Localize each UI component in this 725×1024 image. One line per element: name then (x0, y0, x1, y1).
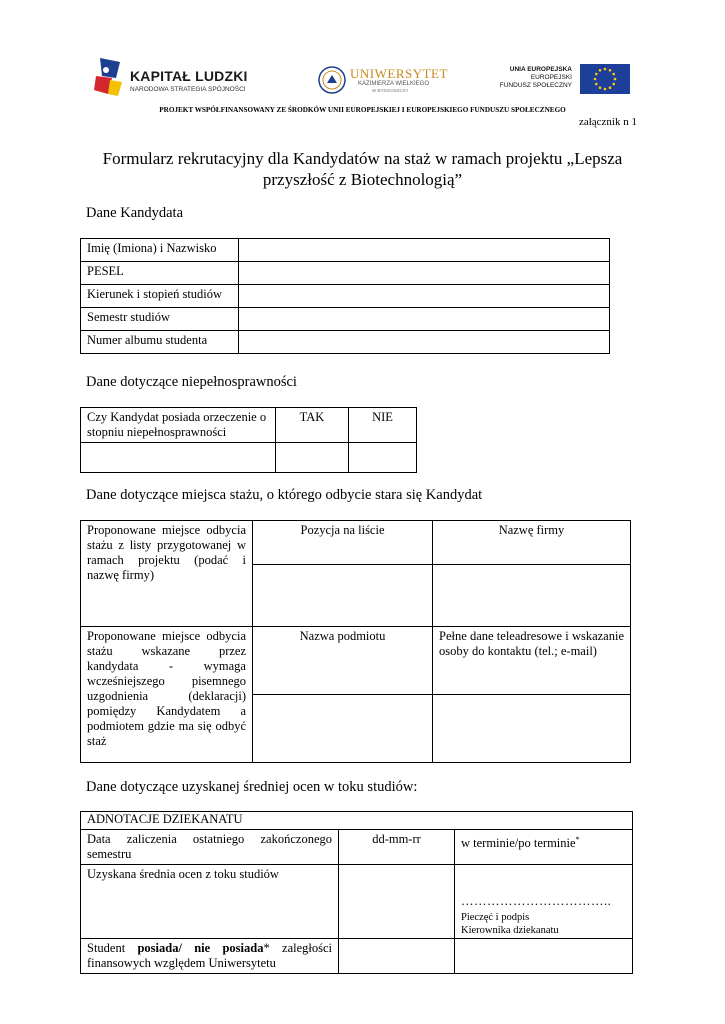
arrears-field[interactable] (339, 939, 455, 974)
eu-logo (500, 64, 630, 94)
arrears-suffix: * zaległości finansowych względem Uniwersytetu (87, 941, 332, 970)
ukw-subtitle-2: W BYDGOSZCZY (372, 88, 409, 93)
kapital-ludzki-title: KAPITAŁ LUDZKI (130, 68, 248, 84)
stamp-label-1: Pieczęć i podpis (461, 912, 530, 923)
kapital-ludzki-emblem-icon (92, 56, 124, 100)
candidate-name-field[interactable] (239, 239, 610, 262)
table-row (81, 627, 631, 695)
contact-details-field[interactable] (433, 695, 631, 763)
eu-line-3: FUNDUSZ SPOŁECZNY (499, 82, 572, 89)
eu-line-2: EUROPEJSKI (530, 74, 572, 81)
candidate-table (80, 238, 610, 354)
deadline-status-cell[interactable] (455, 830, 633, 865)
table-row (81, 830, 633, 865)
footnote-mark: * (575, 835, 580, 844)
internship-custom-label: Proponowane miejsce odbycia stażu wskazane przez kandydata - wymaga wcześniejszego pisemnego uzgodnienia (deklaracji) pomiędzy Kandydatem a podmiotem gdzie ma się odbyć staż (81, 627, 253, 763)
signature-dots: …………………………….. (461, 894, 612, 908)
internship-table (80, 520, 631, 763)
financial-arrears-label (81, 939, 339, 974)
entity-name-field[interactable] (253, 695, 433, 763)
grades-heading: Dane dotyczące uzyskanej średniej ocen w toku studiów: (86, 779, 418, 795)
table-row (81, 443, 417, 473)
company-name-header: Nazwę firmy (433, 521, 631, 565)
disability-no-header: NIE (349, 408, 417, 443)
disability-no-field[interactable] (349, 443, 417, 473)
grades-table (80, 811, 633, 974)
ukw-logo (318, 64, 448, 96)
table-row (81, 939, 633, 974)
field-of-study-field[interactable] (239, 285, 610, 308)
disability-yes-header: TAK (276, 408, 349, 443)
table-row (81, 239, 610, 262)
table-row (81, 285, 610, 308)
table-row (81, 331, 610, 354)
dean-office-header: ADNOTACJE DZIEKANATU (81, 812, 633, 830)
eu-text (500, 66, 572, 90)
disability-empty-cell (81, 443, 276, 473)
annex-label: załącznik n 1 (578, 116, 637, 128)
ukw-subtitle: KAZIMIERZA WIELKIEGO (358, 81, 430, 87)
candidate-label: Semestr studiów (81, 308, 239, 331)
eu-line-1: UNIA EUROPEJSKA (509, 66, 572, 73)
arrears-bold: posiada/ nie posiada (137, 941, 264, 955)
kapital-ludzki-logo (92, 56, 252, 100)
project-cofinancing-line: PROJEKT WSPÓŁFINANSOWANY ZE ŚRODKÓW UNII EUROPEJSKIEJ I EUROPEJSKIEGO FUNDUSZU SPOŁECZNEGO (159, 106, 566, 114)
candidate-label: Imię (Imiona) i Nazwisko (81, 239, 239, 262)
internship-list-label: Proponowane miejsce odbycia stażu z listy przygotowanej w ramach projektu (podać i nazwę firmy) (81, 521, 253, 627)
kapital-ludzki-subtitle: NARODOWA STRATEGIA SPÓJNOŚCI (130, 86, 246, 93)
candidate-label: Numer albumu studenta (81, 331, 239, 354)
deadline-status: w terminie/po terminie (461, 836, 576, 851)
table-row (81, 865, 633, 939)
candidate-label: PESEL (81, 262, 239, 285)
page-title (60, 148, 665, 190)
average-grade-label: Uzyskana średnia ocen z toku studiów (81, 865, 339, 939)
arrears-stamp-field (455, 939, 633, 974)
arrears-prefix: Student (87, 941, 138, 955)
table-row (81, 408, 417, 443)
stamp-label-2: Kierownika dziekanatu (461, 925, 559, 936)
date-format-field[interactable]: dd-mm-rr (339, 830, 455, 865)
eu-flag-icon (580, 64, 630, 94)
semester-field[interactable] (239, 308, 610, 331)
entity-name-header: Nazwa podmiotu (253, 627, 433, 695)
student-number-field[interactable] (239, 331, 610, 354)
candidate-heading: Dane Kandydata (86, 205, 184, 221)
title-line-1: Formularz rekrutacyjny dla Kandydatów na staż w ramach projektu „Lepsza (102, 149, 623, 168)
contact-details-header: Pełne dane teleadresowe i wskazanie osoby do kontaktu (tel.; e-mail) (433, 627, 631, 695)
table-row (81, 262, 610, 285)
semester-date-label: Data zaliczenia ostatniego zakończonego semestru (81, 830, 339, 865)
title-line-2: przyszłość z Biotechnologią” (262, 170, 463, 189)
table-row (81, 812, 633, 830)
average-grade-field[interactable] (339, 865, 455, 939)
candidate-label: Kierunek i stopień studiów (81, 285, 239, 308)
table-row (81, 521, 631, 565)
disability-heading: Dane dotyczące niepełnosprawności (86, 374, 297, 390)
pesel-field[interactable] (239, 262, 610, 285)
internship-heading: Dane dotyczące miejsca stażu, o którego odbycie stara się Kandydat (86, 487, 483, 503)
ukw-name: UNIWERSYTET (350, 66, 448, 81)
dean-stamp-cell (455, 865, 633, 939)
university-seal-icon (318, 66, 346, 94)
disability-table (80, 407, 417, 473)
list-position-field[interactable] (253, 565, 433, 627)
disability-question: Czy Kandydat posiada orzeczenie o stopniu niepełnosprawności (81, 408, 276, 443)
list-position-header: Pozycja na liście (253, 521, 433, 565)
company-name-field[interactable] (433, 565, 631, 627)
table-row (81, 308, 610, 331)
disability-yes-field[interactable] (276, 443, 349, 473)
